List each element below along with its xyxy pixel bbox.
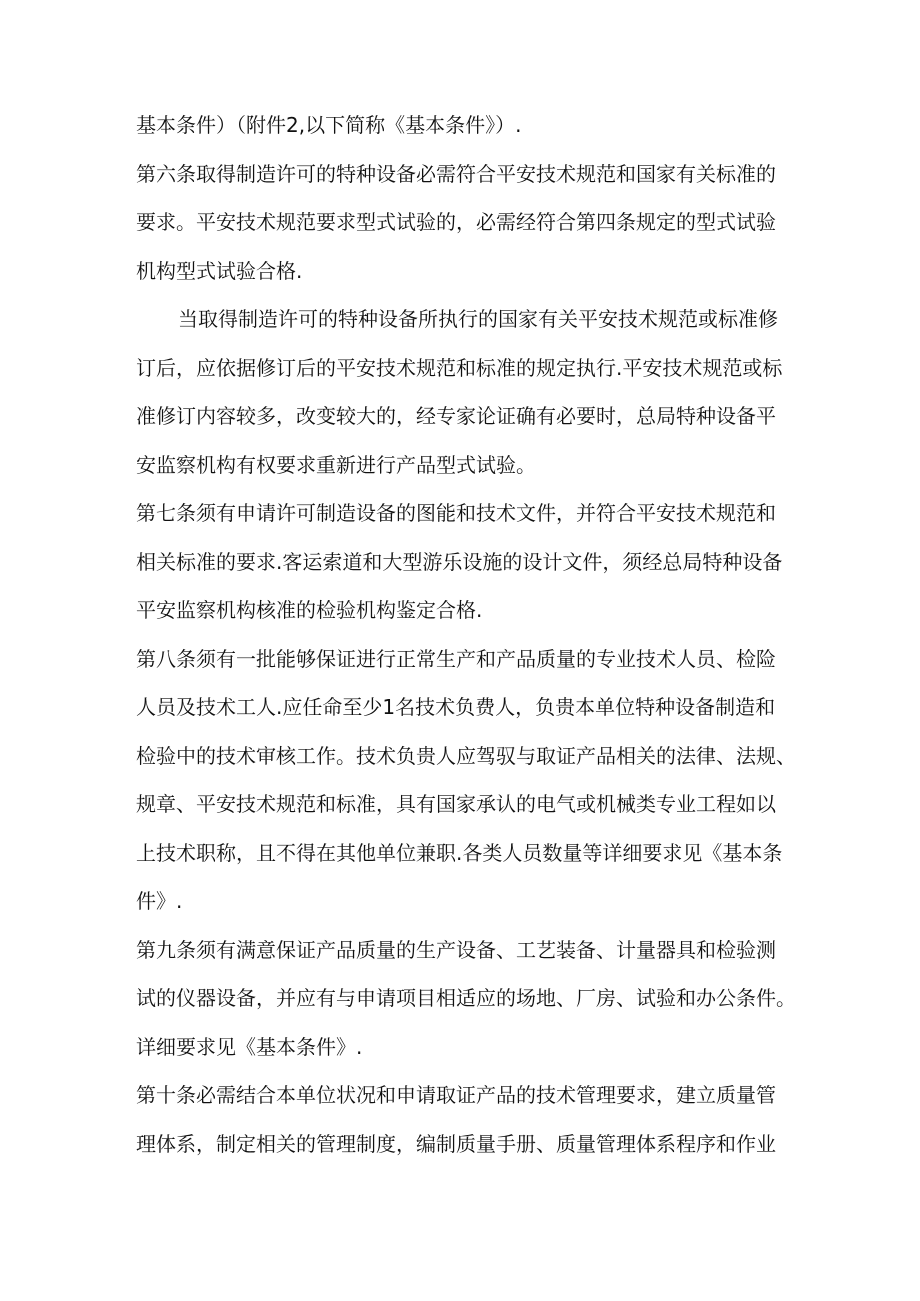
text-line: 第八条须有一批能够保证进行正常生产和产品质量的专业技术人员、检险 xyxy=(136,646,776,671)
text-line: 要求。平安技术规范要求型式试验的，必需经符合第四条规定的型式试验 xyxy=(136,210,776,234)
text-line: 试的仪器设备，并应有与申请项目相适应的场地、厂房、试验和办公条件。 xyxy=(136,986,796,1010)
text-line: 安监察机构有权要求重新进行产品型式试验。 xyxy=(136,452,536,477)
text-line: 准修订内容较多，改变较大的，经专家论证确有必要时，总局特种设备平 xyxy=(136,404,776,428)
text-line: 机构型式试验合格. xyxy=(136,258,303,283)
text-line: 检验中的技术审核工作。技术负贵人应驾驭与取证产品相关的法律、法规、 xyxy=(136,743,796,768)
text-line: 第七条须有申请许可制造设备的图能和技术文件，并符合平安技术规范和 xyxy=(136,501,776,525)
text-line: 当取得制造许可的特种设备所执行的国家有关平安技术规范或标准修 xyxy=(178,307,778,331)
document-body xyxy=(136,101,796,1168)
text-line: 相关标准的要求.客运索道和大型游乐设施的设计文件，须经总局特种设备 xyxy=(136,549,783,574)
text-line: 规章、平安技术规范和标准，具有国家承认的电气或机械类专业工程如以 xyxy=(136,792,776,816)
text-line: 人员及技术工人.应任命至少1名技术负费人，负贵本单位特种设备制造和 xyxy=(136,695,776,719)
text-line: 第九条须有满意保证产品质量的生产设备、工艺装备、计量器具和检验测 xyxy=(136,937,776,962)
text-line: 平安监察机构核准的检验机构鉴定合格. xyxy=(136,598,483,622)
text-line: 订后，应依据修订后的平安技术规范和标准的规定执行.平安技术规范或标 xyxy=(136,355,783,380)
text-line: 第六条取得制造许可的特种设备必需符合平安技术规范和国家有关标准的 xyxy=(136,161,776,186)
text-line: 第十条必需结合本单位状况和申请取证产品的技术管理要求，建立质量管 xyxy=(136,1083,776,1107)
text-line: 件》. xyxy=(136,889,183,913)
text-line: 上技术职称，且不得在其他单位兼职.各类人员数量等详细要求见《基本条 xyxy=(136,840,783,865)
text-line: 基本条件）（附件2,以下简称《基本条件》）. xyxy=(136,113,522,137)
text-line: 详细要求见《基本条件》. xyxy=(136,1034,363,1059)
text-line: 理体系，制定相关的管理制度，编制质量手册、质量管理体系程序和作业 xyxy=(136,1131,776,1156)
